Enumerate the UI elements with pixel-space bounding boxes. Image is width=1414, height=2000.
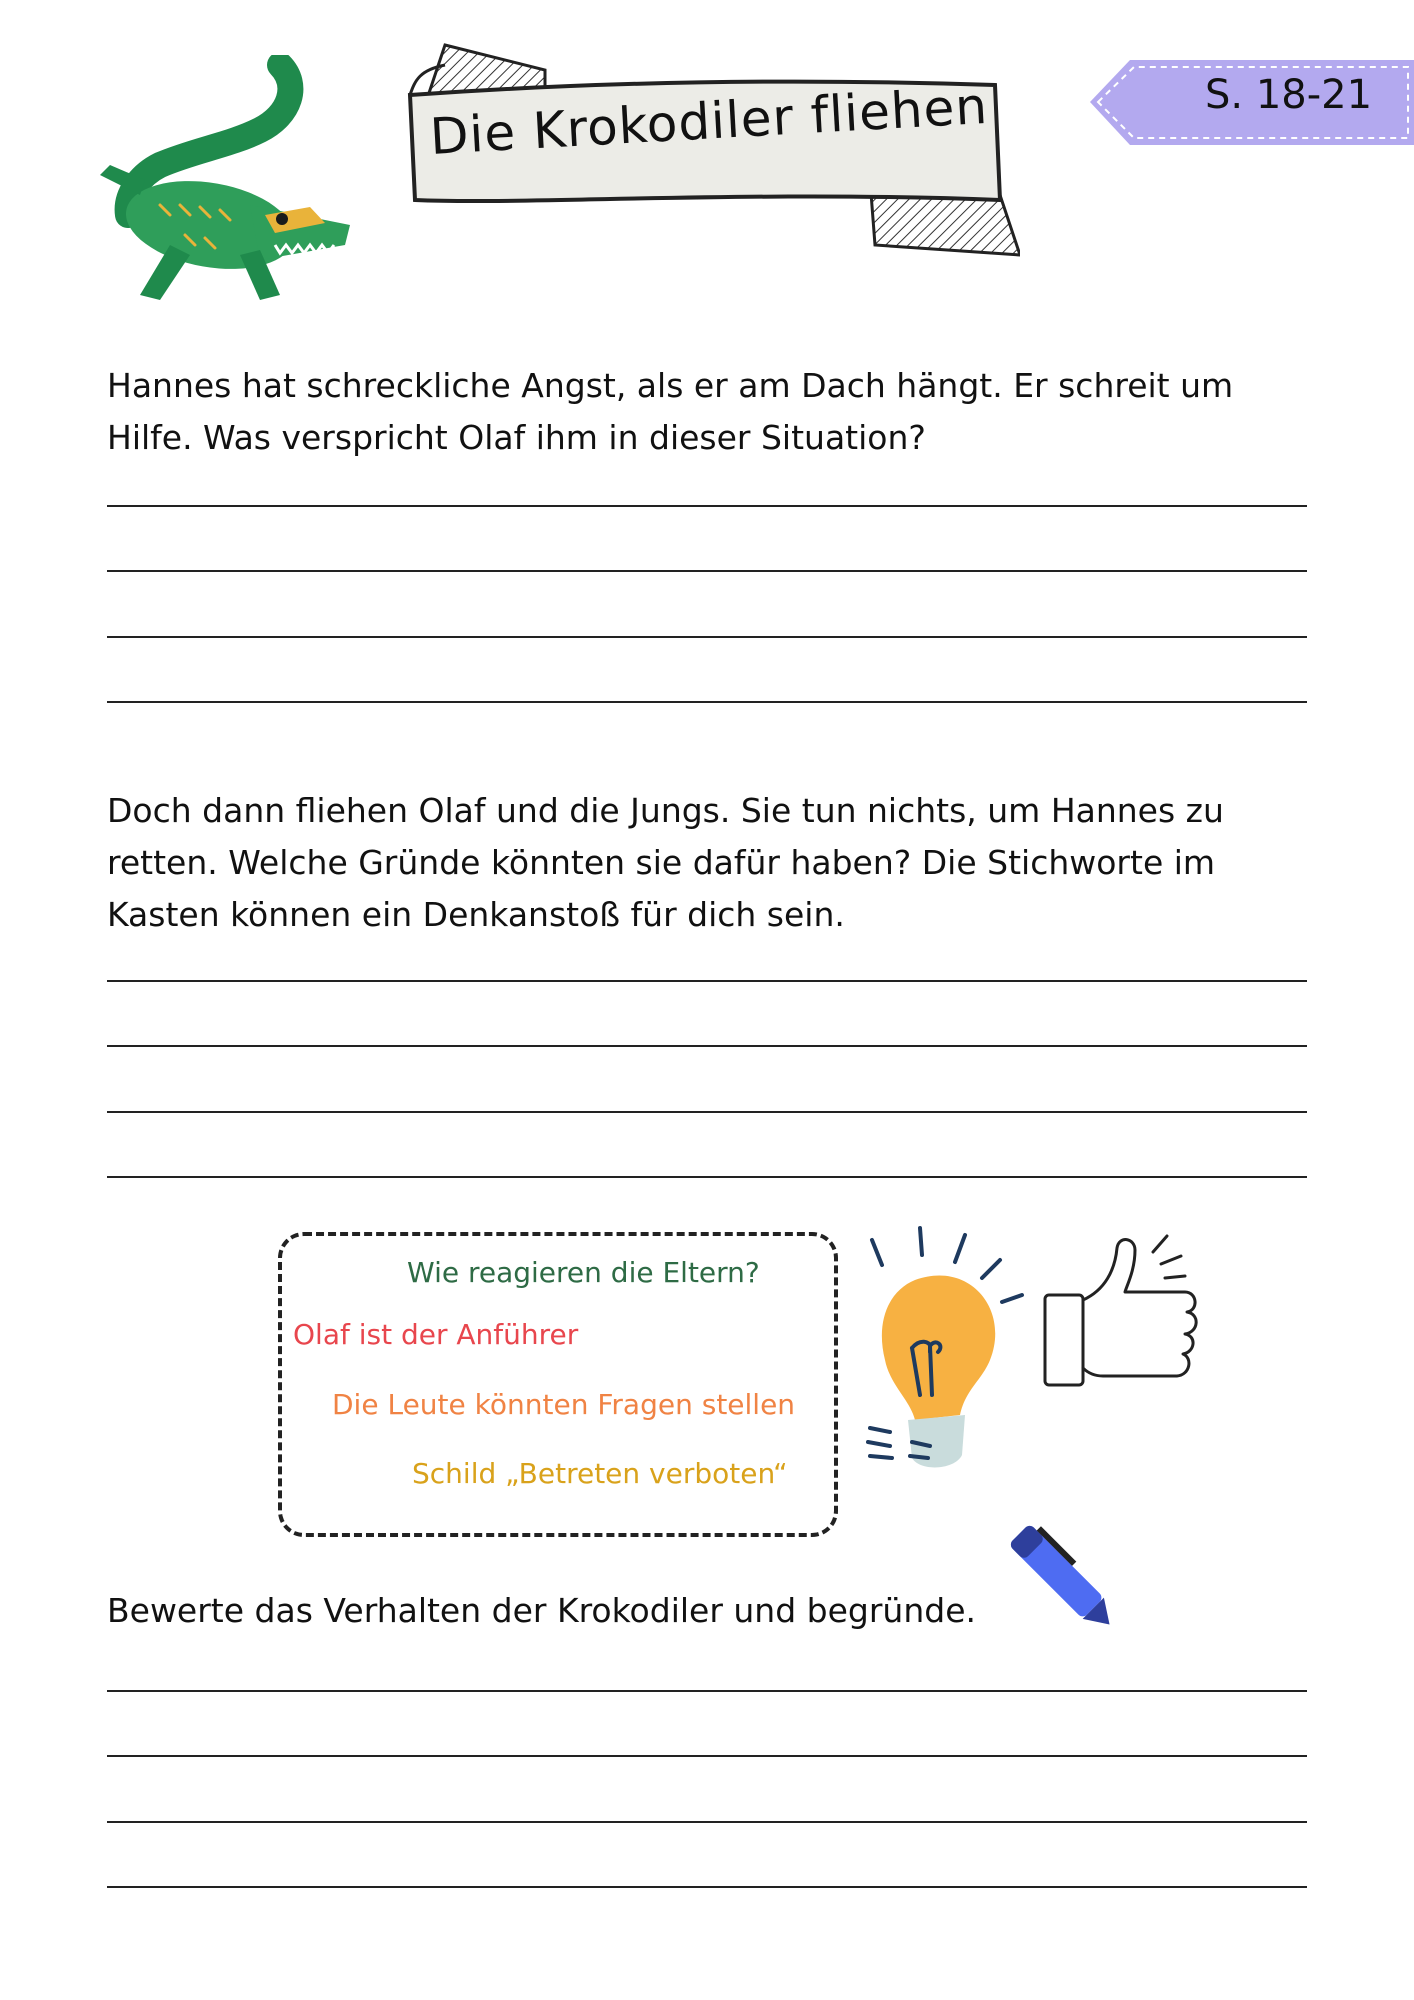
hint-leader: Olaf ist der Anführer (293, 1318, 579, 1351)
question-3: Bewerte das Verhalten der Krokodiler und begründe. (107, 1591, 976, 1630)
question-1: Hannes hat schreckliche Angst, als er am Dach hängt. Er schreit um Hilfe. Was verspricht Olaf ihm in dieser Situation? (107, 366, 1234, 457)
answer-line[interactable] (107, 1111, 1307, 1113)
answer-line[interactable] (107, 1886, 1307, 1888)
hint-parents: Wie reagieren die Eltern? (407, 1256, 760, 1289)
hint-questions: Die Leute könnten Fragen stellen (332, 1388, 796, 1421)
crocodile-icon (100, 55, 360, 310)
answer-line[interactable] (107, 505, 1307, 507)
answer-line[interactable] (107, 1690, 1307, 1692)
answer-line[interactable] (107, 980, 1307, 982)
answer-line[interactable] (107, 1176, 1307, 1178)
answer-line[interactable] (107, 570, 1307, 572)
answer-line[interactable] (107, 701, 1307, 703)
answer-line[interactable] (107, 1821, 1307, 1823)
answer-line[interactable] (107, 636, 1307, 638)
thumbs-up-icon (1035, 1230, 1215, 1395)
question-2: Doch dann fliehen Olaf und die Jungs. Sie tun nichts, um Hannes zu retten. Welche Gründe könnten sie dafür haben? Die Stichworte im Kasten können ein Denkanstoß für dich sein. (107, 791, 1224, 934)
page-title: Die Krokodiler fliehen (428, 76, 990, 166)
pen-icon (1000, 1515, 1130, 1645)
lightbulb-icon (860, 1220, 1040, 1480)
answer-line[interactable] (107, 1755, 1307, 1757)
page-tag-label: S. 18-21 (1205, 72, 1373, 118)
hint-sign: Schild „Betreten verboten“ (412, 1457, 788, 1490)
answer-line[interactable] (107, 1045, 1307, 1047)
